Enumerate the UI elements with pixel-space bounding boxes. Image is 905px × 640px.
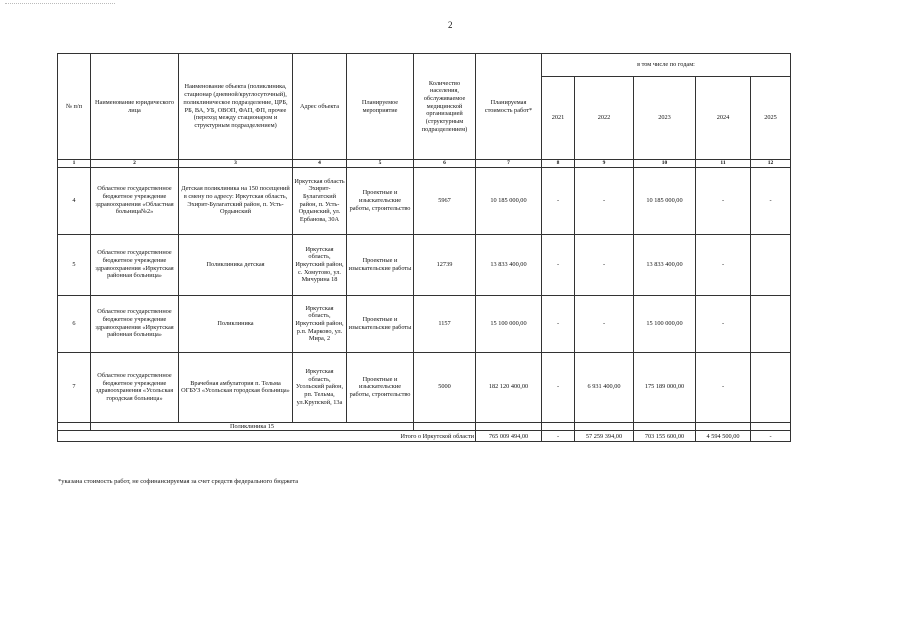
cell-year-2022: 6 931 400,00 [575, 352, 634, 422]
cell-activity: Проектные и изыскательские работы [347, 295, 414, 352]
total-label: Итого о Иркутской области [58, 431, 476, 442]
table-row [58, 234, 791, 295]
column-number: 12 [751, 160, 791, 168]
empty-cell [575, 422, 634, 431]
table-row [58, 352, 791, 422]
column-number: 1 [58, 160, 91, 168]
header-year-2023: 2023 [634, 77, 696, 160]
column-number: 7 [476, 160, 542, 168]
cell-population: 5967 [414, 167, 476, 234]
cell-activity: Проектные и изыскательские работы, строительство [347, 167, 414, 234]
cell-no: 5 [58, 234, 91, 295]
total-year-2021: - [542, 431, 575, 442]
column-number: 6 [414, 160, 476, 168]
header-year-2025: 2025 [751, 77, 791, 160]
column-number: 5 [347, 160, 414, 168]
footnote: *указана стоимость работ, не софинансируемая за счет средств федерального бюджета [58, 478, 299, 485]
cell-year-2025 [751, 295, 791, 352]
cell-address: Иркутская область, Иркутский район, с. Хомутово, ул. Мичурина 18 [293, 234, 347, 295]
scan-artifact [5, 3, 115, 6]
cell-no: 6 [58, 295, 91, 352]
page-number: 2 [448, 20, 453, 30]
empty-cell [751, 422, 791, 431]
column-number: 8 [542, 160, 575, 168]
header-year-2024: 2024 [696, 77, 751, 160]
cell-year-2021: - [542, 295, 575, 352]
cell-legal-name: Областное государственное бюджетное учреждение здравоохранения «Иркутская районная больница» [91, 234, 179, 295]
cell-address: Иркутская область, Иркутский район, р.п. Марково, ул. Мира, 2 [293, 295, 347, 352]
column-number: 2 [91, 160, 179, 168]
cell-year-2025 [751, 234, 791, 295]
total-cost: 765 009 494,00 [476, 431, 542, 442]
cell-legal-name: Областное государственное бюджетное учреждение здравоохранения «Усольская городская больница» [91, 352, 179, 422]
cell-no: 7 [58, 352, 91, 422]
subtotal-row [58, 422, 791, 431]
column-number: 4 [293, 160, 347, 168]
cell-year-2021: - [542, 167, 575, 234]
subtotal-label: Поликлиника 15 [91, 422, 414, 431]
header-population: Количество населения, обслуживаемое медицинской организацией (структурным подразделением) [414, 54, 476, 160]
empty-cell [634, 422, 696, 431]
total-year-2023: 703 155 600,00 [634, 431, 696, 442]
column-number: 11 [696, 160, 751, 168]
total-year-2025: - [751, 431, 791, 442]
cell-year-2024: - [696, 295, 751, 352]
cell-year-2023: 15 100 000,00 [634, 295, 696, 352]
cell-year-2023: 13 833 400,00 [634, 234, 696, 295]
cell-cost: 10 185 000,00 [476, 167, 542, 234]
cell-legal-name: Областное государственное бюджетное учреждение здравоохранения «Областная больница№2» [91, 167, 179, 234]
cell-legal-name: Областное государственное бюджетное учреждение здравоохранения «Иркутская районная больница» [91, 295, 179, 352]
table-row [58, 295, 791, 352]
header-activity: Планируемое мероприятие [347, 54, 414, 160]
cell-activity: Проектные и изыскательские работы, строительство [347, 352, 414, 422]
cell-population: 12739 [414, 234, 476, 295]
total-row [58, 431, 791, 442]
column-numbers-row [58, 160, 791, 168]
cell-year-2022: - [575, 295, 634, 352]
empty-cell [696, 422, 751, 431]
cell-year-2024: - [696, 352, 751, 422]
header-cost: Планируемая стоимость работ* [476, 54, 542, 160]
cell-address: Иркутская область Эхирит-Булагатский район, п. Усть-Ордынский, ул. Ербанова, 30А [293, 167, 347, 234]
cell-population: 1157 [414, 295, 476, 352]
cell-population: 5000 [414, 352, 476, 422]
total-year-2024: 4 594 500,00 [696, 431, 751, 442]
empty-cell [58, 422, 91, 431]
column-number: 3 [179, 160, 293, 168]
cell-year-2024: - [696, 234, 751, 295]
cell-object-name: Поликлиника [179, 295, 293, 352]
cell-object-name: Врачебная амбулатория п. Тельма ОГБУЗ «Усольская городская больница» [179, 352, 293, 422]
column-number: 10 [634, 160, 696, 168]
empty-cell [414, 422, 476, 431]
header-no: № п/п [58, 54, 91, 160]
cell-cost: 182 120 400,00 [476, 352, 542, 422]
cell-object-name: Поликлиника детская [179, 234, 293, 295]
cell-activity: Проектные и изыскательские работы [347, 234, 414, 295]
cell-cost: 13 833 400,00 [476, 234, 542, 295]
empty-cell [542, 422, 575, 431]
cell-year-2021: - [542, 352, 575, 422]
cell-year-2021: - [542, 234, 575, 295]
cell-year-2022: - [575, 167, 634, 234]
header-object-name: Наименование объекта (поликлиника, стационар (дневной/круглосуточный), поликлиническое подразделение, ЦРБ, РБ, ВА, УБ, ОВОП, ФАП, ФП, прочее (переход между стационаром и структурным подразделением) [179, 54, 293, 160]
header-address: Адрес объекта [293, 54, 347, 160]
cell-object-name: Детская поликлиника на 150 посещений в смену по адресу: Иркутская область, Эхирит-Булагатский район, п. Усть-Ордынский [179, 167, 293, 234]
cell-year-2024: - [696, 167, 751, 234]
header-year-2022: 2022 [575, 77, 634, 160]
header-legal-name: Наименование юридического лица [91, 54, 179, 160]
header-year-2021: 2021 [542, 77, 575, 160]
column-number: 9 [575, 160, 634, 168]
table-row [58, 167, 791, 234]
total-year-2022: 57 259 394,00 [575, 431, 634, 442]
cell-cost: 15 100 000,00 [476, 295, 542, 352]
cell-no: 4 [58, 167, 91, 234]
header-row [58, 54, 791, 77]
cell-year-2025: - [751, 167, 791, 234]
cell-year-2023: 10 185 000,00 [634, 167, 696, 234]
investment-table [57, 53, 791, 442]
header-by-years: в том числе по годам: [542, 54, 791, 77]
cell-year-2023: 175 189 000,00 [634, 352, 696, 422]
cell-address: Иркутская область, Усольский район, рп. Тельма, ул.Крупской, 13а [293, 352, 347, 422]
cell-year-2025 [751, 352, 791, 422]
cell-year-2022: - [575, 234, 634, 295]
empty-cell [476, 422, 542, 431]
